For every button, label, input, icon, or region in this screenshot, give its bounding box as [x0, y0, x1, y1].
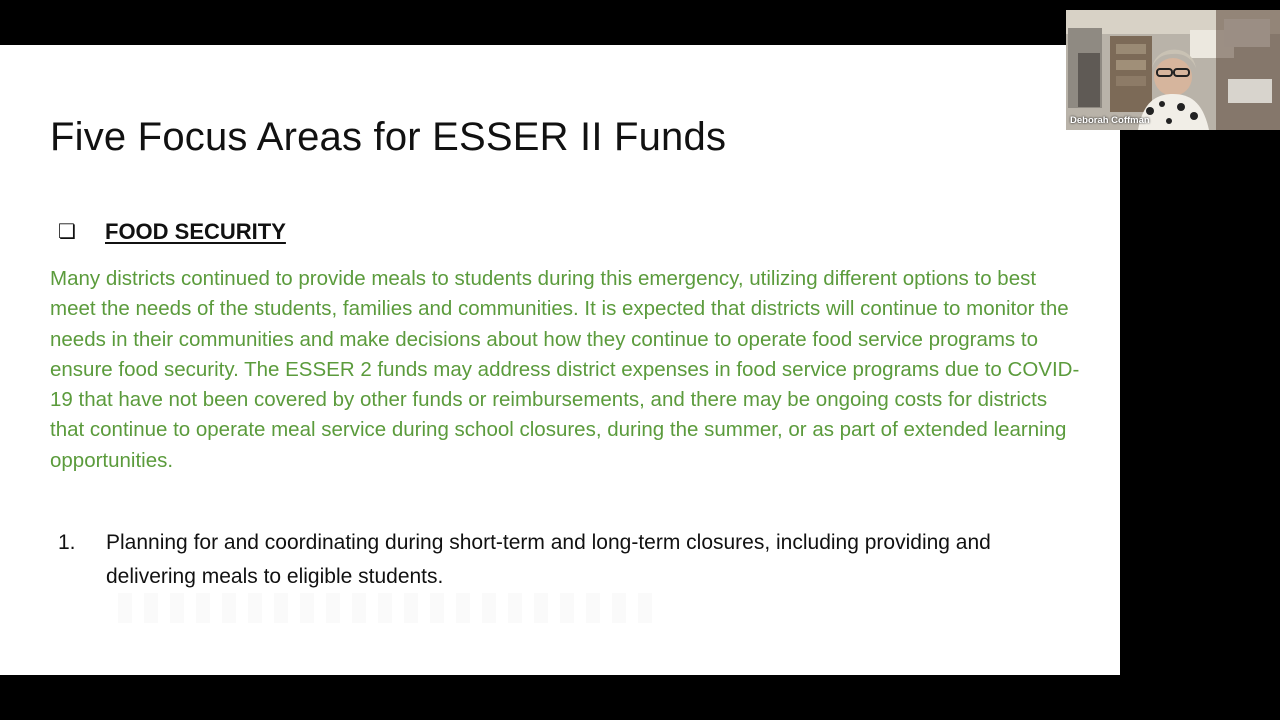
section-heading	[58, 217, 286, 247]
list-item-number: 1.	[58, 531, 76, 554]
section-label: FOOD SECURITY	[105, 219, 286, 244]
numbered-list-item	[58, 526, 1058, 594]
checkbox-icon: ❏	[58, 221, 76, 243]
video-feed-image	[1066, 10, 1280, 130]
presentation-slide	[0, 45, 1120, 675]
slide-title: Five Focus Areas for ESSER II Funds	[50, 115, 727, 159]
faint-background-row	[118, 593, 658, 623]
participant-video-tile[interactable]	[1066, 10, 1280, 130]
list-item-text: Planning for and coordinating during short-term and long-term closures, including providing and delivering meals to eligible students.	[106, 531, 991, 588]
participant-name: Deborah Coffman	[1070, 115, 1150, 126]
description-paragraph: Many districts continued to provide meals to students during this emergency, utilizing different options to best meet the needs of the students, families and communities. It is expected that districts will continue to monitor the needs in their communities and make decisions about how they continue to operate food service programs to ensure food security. The ESSER 2 funds may address district expenses in food service programs due to COVID-19 that have not been covered by other funds or reimbursements, and there may be ongoing costs for districts that continue to operate meal service during school closures, during the summer, or as part of extended learning opportunities.	[50, 267, 1080, 472]
